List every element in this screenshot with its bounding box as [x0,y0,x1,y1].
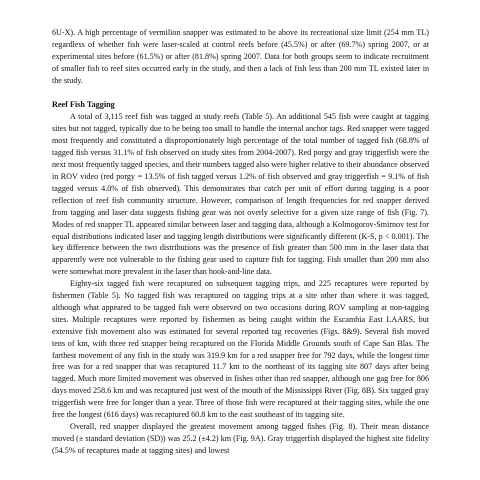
body-paragraph-recaptures: Eighty-six tagged fish were recaptured on subsequent tagging trips, and 225 recaptures were reported by fishermen (Table 5). No tagged fish was recaptured on tagging trips at a site other than where it was tagged, although what appeared to be tagged fish were observed on two occasions during ROV sampling at non-tagging sites. Multiple recaptures were reported by fishermen as being caught within the Escambia East LAARS, but extensive fish movement also was estimated for several reported tag recoveries (Figs. 8&9). Several fish moved tens of km, with three red snapper being recaptured on the Florida Middle Grounds south of Cape San Blas. The farthest movement of any fish in the study was 319.9 km for a red snapper free for 792 days, while the longest time free was for a red snapper that was recaptured 11.7 km to the northeast of its tagging site 807 days after being tagged. Much more limited movement was observed in fishes other than red snapper, although one gag free for 806 days moved 258.6 km and was recaptured just west of the mouth of the Mississippi River (Fig. 8B). Six tagged gray triggerfish were free for longer than a year. Three of those fish were recaptured at their tagging sites, while the one free the longest (616 days) was recaptured 60.8 km to the east southeast of its tagging site. [52,279,429,420]
body-paragraph-tagging-totals: A total of 3,115 reef fish was tagged at study reefs (Table 5). An additional 545 fish were caught at tagging sites but not tagged, typically due to be being too small to handle the internal anchor tags. Red snapper were tagged most frequently and constituted a disproportionately high percentage of the total number of tagged fish (68.8% of tagged fish versus 31.1% of fish observed on study sites from 2004-2007). Red porgy and gray triggerfish were the next most frequently tagged species, and their numbers tagged also were higher relative to their abundance observed in ROV video (red porgy = 13.5% of fish tagged versus 1.2% of fish observed and gray triggerfish = 9.1% of fish tagged versus 4.0% of fish observed). This demonstrates that catch per unit of effort during tagging is a poor reflection of reef fish community structure. However, comparison of length frequencies for red snapper derived from tagging and laser data suggests fishing gear was not overly selective for a given size range of fish (Fig. 7). Modes of red snapper TL appeared similar between laser and tagging data, although a Kolmogorov-Smirnov test for equal distributions indicated laser and tagging length distributions were significantly different (K-S, p < 0.001). The key difference between the two distributions was the presence of fish greater than 500 mm in the laser data that apparently were not vulnerable to the fishing gear used to capture fish for tagging. Fish smaller than 200 mm also were somewhat more prevalent in the laser than hook-and-line data. [52,112,429,277]
body-paragraph-laser-summary: 6U-X). A high percentage of vermilion snapper was estimated to be above its recreational size limit (254 mm TL) regardless of whether fish were laser-scaled at control reefs before (45.5%) or after (69.7%) spring 2007, or at experimental sites before (61.5%) or after (81.8%) spring 2007. Data for both groups seem to indicate recruitment of smaller fish to reef sites occurred early in the study, and then a lack of fish less than 200 mm TL existed later in the study. [52,28,429,85]
section-heading: Reef Fish Tagging [52,99,115,109]
body-paragraph-movement: Overall, red snapper displayed the greatest movement among tagged fishes (Fig. 8). Their mean distance moved (± standard deviation (SD)) was 25.2 (±4.2) km (Fig. 9A). Gray triggerfish displayed the highest site fidelity (54.5% of recaptures made at tagging sites) and lowest [52,422,429,455]
